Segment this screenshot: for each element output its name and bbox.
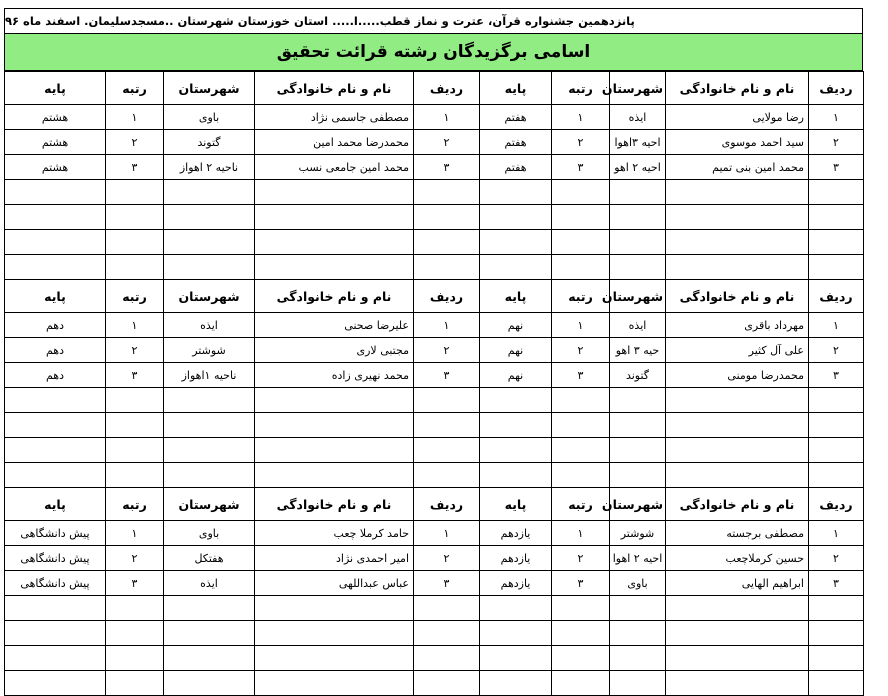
empty-cell [106, 230, 164, 255]
cell-city: احیه ۳اهوا [610, 130, 666, 155]
empty-row [5, 205, 864, 230]
cell-rank: ۲ [552, 338, 610, 363]
header-cell-grade: پایه [480, 72, 552, 105]
empty-row [5, 671, 864, 696]
empty-cell [809, 255, 864, 280]
empty-cell [809, 180, 864, 205]
cell-name: عباس عبداللهی [255, 571, 414, 596]
cell-radif: ۲ [414, 546, 480, 571]
cell-radif: ۳ [414, 363, 480, 388]
empty-cell [666, 438, 809, 463]
table-row [5, 571, 864, 596]
cell-rank: ۲ [106, 546, 164, 571]
table-row [5, 105, 864, 130]
header-cell-name: نام و نام خانوادگی [255, 280, 414, 313]
empty-cell [809, 388, 864, 413]
empty-cell [480, 180, 552, 205]
table-header-row [5, 488, 864, 521]
cell-rank: ۱ [106, 105, 164, 130]
empty-cell [414, 180, 480, 205]
cell-city: ناحیه ۲ اهواز [164, 155, 255, 180]
empty-cell [666, 180, 809, 205]
empty-cell [414, 255, 480, 280]
empty-row [5, 596, 864, 621]
cell-grade: دهم [5, 363, 106, 388]
empty-cell [5, 463, 106, 488]
empty-row [5, 646, 864, 671]
empty-row [5, 413, 864, 438]
empty-cell [5, 205, 106, 230]
cell-rank: ۲ [552, 130, 610, 155]
empty-cell [610, 463, 666, 488]
empty-cell [164, 438, 255, 463]
empty-cell [480, 255, 552, 280]
empty-cell [610, 596, 666, 621]
empty-cell [106, 596, 164, 621]
cell-grade: دهم [5, 313, 106, 338]
header-cell-radif: ردیف [414, 72, 480, 105]
empty-cell [610, 230, 666, 255]
empty-cell [480, 388, 552, 413]
cell-city: گتوند [610, 363, 666, 388]
empty-cell [106, 646, 164, 671]
cell-rank: ۳ [106, 571, 164, 596]
cell-name: علی آل کثیر [666, 338, 809, 363]
cell-rank: ۲ [106, 338, 164, 363]
empty-cell [552, 180, 610, 205]
cell-radif: ۲ [414, 130, 480, 155]
empty-cell [164, 180, 255, 205]
header-cell-rank: رتبه [552, 488, 610, 521]
header-cell-radif: ردیف [809, 72, 864, 105]
empty-cell [666, 255, 809, 280]
cell-radif: ۱ [414, 521, 480, 546]
table-row [5, 521, 864, 546]
empty-cell [255, 671, 414, 696]
cell-name: مهرداد باقری [666, 313, 809, 338]
cell-name: محمدرضا مومنی [666, 363, 809, 388]
empty-cell [164, 671, 255, 696]
cell-radif: ۱ [414, 313, 480, 338]
cell-city: ایذه [164, 313, 255, 338]
header-cell-name: نام و نام خانوادگی [666, 72, 809, 105]
empty-cell [610, 388, 666, 413]
cell-radif: ۳ [809, 155, 864, 180]
empty-cell [414, 671, 480, 696]
empty-cell [666, 463, 809, 488]
cell-city: شوشتر [610, 521, 666, 546]
empty-row [5, 621, 864, 646]
cell-city: ایذه [164, 571, 255, 596]
empty-cell [5, 438, 106, 463]
header-cell-radif: ردیف [414, 280, 480, 313]
header-cell-grade: پایه [480, 488, 552, 521]
cell-grade: یازدهم [480, 571, 552, 596]
cell-name: علیرضا صحنی [255, 313, 414, 338]
empty-cell [480, 230, 552, 255]
empty-cell [164, 255, 255, 280]
header-cell-grade: پایه [5, 488, 106, 521]
empty-cell [255, 438, 414, 463]
empty-cell [5, 388, 106, 413]
header-cell-rank: رتبه [106, 72, 164, 105]
cell-grade: یازدهم [480, 546, 552, 571]
table-row [5, 155, 864, 180]
cell-rank: ۱ [106, 313, 164, 338]
empty-cell [552, 230, 610, 255]
empty-cell [809, 230, 864, 255]
cell-grade: هفتم [480, 130, 552, 155]
cell-radif: ۲ [809, 338, 864, 363]
empty-row [5, 255, 864, 280]
empty-cell [809, 621, 864, 646]
empty-cell [809, 596, 864, 621]
cell-grade: پیش دانشگاهی [5, 521, 106, 546]
header-cell-city: شهرستان [610, 280, 666, 313]
festival-header-line: پانزدهمین جشنواره قرآن، عترت و نماز قطب.....ا..... استان خوزستان شهرستان ..مسجدسلیمان. اسفند ماه ۹۶ [4, 8, 863, 34]
empty-cell [610, 438, 666, 463]
header-cell-radif: ردیف [414, 488, 480, 521]
header-cell-city: شهرستان [164, 72, 255, 105]
empty-cell [666, 205, 809, 230]
cell-rank: ۱ [106, 521, 164, 546]
cell-city: هفتکل [164, 546, 255, 571]
empty-cell [666, 596, 809, 621]
empty-cell [414, 388, 480, 413]
empty-cell [552, 205, 610, 230]
empty-cell [5, 255, 106, 280]
cell-radif: ۱ [809, 521, 864, 546]
empty-cell [480, 671, 552, 696]
empty-cell [552, 596, 610, 621]
cell-city: احیه ۲ اهو [610, 155, 666, 180]
cell-city: ایذه [610, 313, 666, 338]
cell-rank: ۳ [106, 363, 164, 388]
cell-radif: ۳ [414, 155, 480, 180]
empty-cell [164, 388, 255, 413]
empty-cell [809, 205, 864, 230]
empty-cell [255, 388, 414, 413]
empty-cell [164, 646, 255, 671]
empty-cell [106, 438, 164, 463]
table-header-row [5, 72, 864, 105]
table-row [5, 363, 864, 388]
empty-cell [480, 646, 552, 671]
header-cell-rank: رتبه [106, 280, 164, 313]
cell-city: باوی [164, 521, 255, 546]
cell-name: مصطفی جاسمی نژاد [255, 105, 414, 130]
cell-radif: ۱ [809, 105, 864, 130]
empty-row [5, 230, 864, 255]
cell-name: رضا مولایی [666, 105, 809, 130]
header-cell-city: شهرستان [164, 280, 255, 313]
empty-cell [255, 413, 414, 438]
cell-grade: هفتم [480, 105, 552, 130]
cell-grade: دهم [5, 338, 106, 363]
cell-radif: ۲ [809, 546, 864, 571]
winners-sheet [4, 8, 863, 696]
cell-name: ابراهیم الهایی [666, 571, 809, 596]
cell-name: سید احمد موسوی [666, 130, 809, 155]
empty-cell [255, 230, 414, 255]
cell-city: ناحیه ۱اهواز [164, 363, 255, 388]
cell-grade: هفتم [480, 155, 552, 180]
empty-cell [255, 463, 414, 488]
empty-cell [666, 413, 809, 438]
empty-cell [552, 388, 610, 413]
empty-cell [480, 621, 552, 646]
empty-cell [106, 463, 164, 488]
empty-cell [5, 671, 106, 696]
cell-grade: نهم [480, 363, 552, 388]
empty-cell [5, 621, 106, 646]
cell-rank: ۳ [106, 155, 164, 180]
header-cell-radif: ردیف [809, 488, 864, 521]
empty-cell [164, 596, 255, 621]
empty-cell [414, 621, 480, 646]
cell-grade: هشتم [5, 105, 106, 130]
header-cell-rank: رتبه [106, 488, 164, 521]
cell-name: محمد نهیری زاده [255, 363, 414, 388]
empty-row [5, 438, 864, 463]
cell-grade: پیش دانشگاهی [5, 571, 106, 596]
table-row [5, 313, 864, 338]
empty-cell [106, 255, 164, 280]
cell-name: حامد کرملا چعب [255, 521, 414, 546]
empty-cell [480, 205, 552, 230]
cell-name: مجتبی لاری [255, 338, 414, 363]
empty-cell [414, 205, 480, 230]
empty-cell [106, 205, 164, 230]
cell-name: امیر احمدی نژاد [255, 546, 414, 571]
empty-cell [5, 180, 106, 205]
cell-name: محمد امین بنی تمیم [666, 155, 809, 180]
empty-cell [164, 463, 255, 488]
empty-cell [480, 596, 552, 621]
empty-cell [255, 205, 414, 230]
empty-cell [552, 646, 610, 671]
header-cell-city: شهرستان [164, 488, 255, 521]
winners-table [4, 71, 864, 696]
empty-cell [106, 180, 164, 205]
header-cell-radif: ردیف [809, 280, 864, 313]
cell-city: حیه ۳ اهو [610, 338, 666, 363]
empty-cell [666, 388, 809, 413]
table-row [5, 338, 864, 363]
header-cell-name: نام و نام خانوادگی [666, 488, 809, 521]
empty-cell [5, 230, 106, 255]
empty-cell [809, 463, 864, 488]
cell-grade: یازدهم [480, 521, 552, 546]
empty-cell [255, 180, 414, 205]
cell-rank: ۳ [552, 571, 610, 596]
empty-row [5, 388, 864, 413]
cell-radif: ۲ [809, 130, 864, 155]
empty-cell [164, 413, 255, 438]
table-row [5, 130, 864, 155]
cell-name: محمد امین جامعی نسب [255, 155, 414, 180]
empty-cell [809, 646, 864, 671]
empty-cell [164, 230, 255, 255]
cell-grade: نهم [480, 313, 552, 338]
empty-cell [480, 463, 552, 488]
cell-radif: ۱ [809, 313, 864, 338]
empty-cell [610, 255, 666, 280]
cell-rank: ۲ [552, 546, 610, 571]
page-title-banner: اسامی برگزیدگان رشته قرائت تحقیق [4, 34, 863, 71]
header-cell-city: شهرستان [610, 72, 666, 105]
cell-radif: ۳ [414, 571, 480, 596]
empty-cell [809, 671, 864, 696]
empty-row [5, 463, 864, 488]
empty-cell [552, 463, 610, 488]
empty-cell [106, 413, 164, 438]
cell-rank: ۱ [552, 105, 610, 130]
empty-cell [809, 438, 864, 463]
empty-cell [666, 671, 809, 696]
cell-city: شوشتر [164, 338, 255, 363]
header-cell-name: نام و نام خانوادگی [255, 72, 414, 105]
empty-cell [414, 646, 480, 671]
cell-radif: ۲ [414, 338, 480, 363]
cell-grade: هشتم [5, 130, 106, 155]
cell-grade: پیش دانشگاهی [5, 546, 106, 571]
empty-cell [552, 413, 610, 438]
empty-cell [666, 230, 809, 255]
header-cell-name: نام و نام خانوادگی [255, 488, 414, 521]
cell-grade: نهم [480, 338, 552, 363]
empty-cell [164, 621, 255, 646]
cell-rank: ۱ [552, 313, 610, 338]
empty-row [5, 180, 864, 205]
cell-city: ایذه [610, 105, 666, 130]
header-cell-name: نام و نام خانوادگی [666, 280, 809, 313]
table-header-row [5, 280, 864, 313]
empty-cell [666, 646, 809, 671]
empty-cell [106, 671, 164, 696]
empty-cell [414, 438, 480, 463]
cell-rank: ۱ [552, 521, 610, 546]
empty-cell [610, 646, 666, 671]
empty-cell [106, 388, 164, 413]
empty-cell [552, 671, 610, 696]
header-cell-grade: پایه [5, 72, 106, 105]
empty-cell [414, 413, 480, 438]
empty-cell [666, 621, 809, 646]
empty-cell [610, 671, 666, 696]
empty-cell [552, 255, 610, 280]
empty-cell [414, 463, 480, 488]
header-cell-grade: پایه [480, 280, 552, 313]
empty-cell [5, 596, 106, 621]
cell-city: احیه ۲ اهوا [610, 546, 666, 571]
empty-cell [480, 438, 552, 463]
header-cell-city: شهرستان [610, 488, 666, 521]
empty-cell [552, 438, 610, 463]
cell-radif: ۳ [809, 571, 864, 596]
cell-name: محمدرضا محمد امین [255, 130, 414, 155]
empty-cell [5, 413, 106, 438]
empty-cell [610, 205, 666, 230]
cell-city: گتوند [164, 130, 255, 155]
cell-rank: ۳ [552, 363, 610, 388]
cell-rank: ۲ [106, 130, 164, 155]
cell-name: حسین کرملاچعب [666, 546, 809, 571]
empty-cell [255, 596, 414, 621]
header-cell-rank: رتبه [552, 280, 610, 313]
header-cell-rank: رتبه [552, 72, 610, 105]
cell-grade: هشتم [5, 155, 106, 180]
empty-cell [414, 596, 480, 621]
cell-rank: ۳ [552, 155, 610, 180]
empty-cell [414, 230, 480, 255]
cell-city: باوی [610, 571, 666, 596]
empty-cell [255, 646, 414, 671]
header-cell-grade: پایه [5, 280, 106, 313]
empty-cell [610, 621, 666, 646]
empty-cell [480, 413, 552, 438]
cell-radif: ۱ [414, 105, 480, 130]
empty-cell [255, 621, 414, 646]
table-row [5, 546, 864, 571]
empty-cell [610, 413, 666, 438]
cell-radif: ۳ [809, 363, 864, 388]
empty-cell [164, 205, 255, 230]
empty-cell [552, 621, 610, 646]
empty-cell [255, 255, 414, 280]
empty-cell [5, 646, 106, 671]
empty-cell [106, 621, 164, 646]
cell-city: باوی [164, 105, 255, 130]
empty-cell [809, 413, 864, 438]
empty-cell [610, 180, 666, 205]
cell-name: مصطفی برجسته [666, 521, 809, 546]
